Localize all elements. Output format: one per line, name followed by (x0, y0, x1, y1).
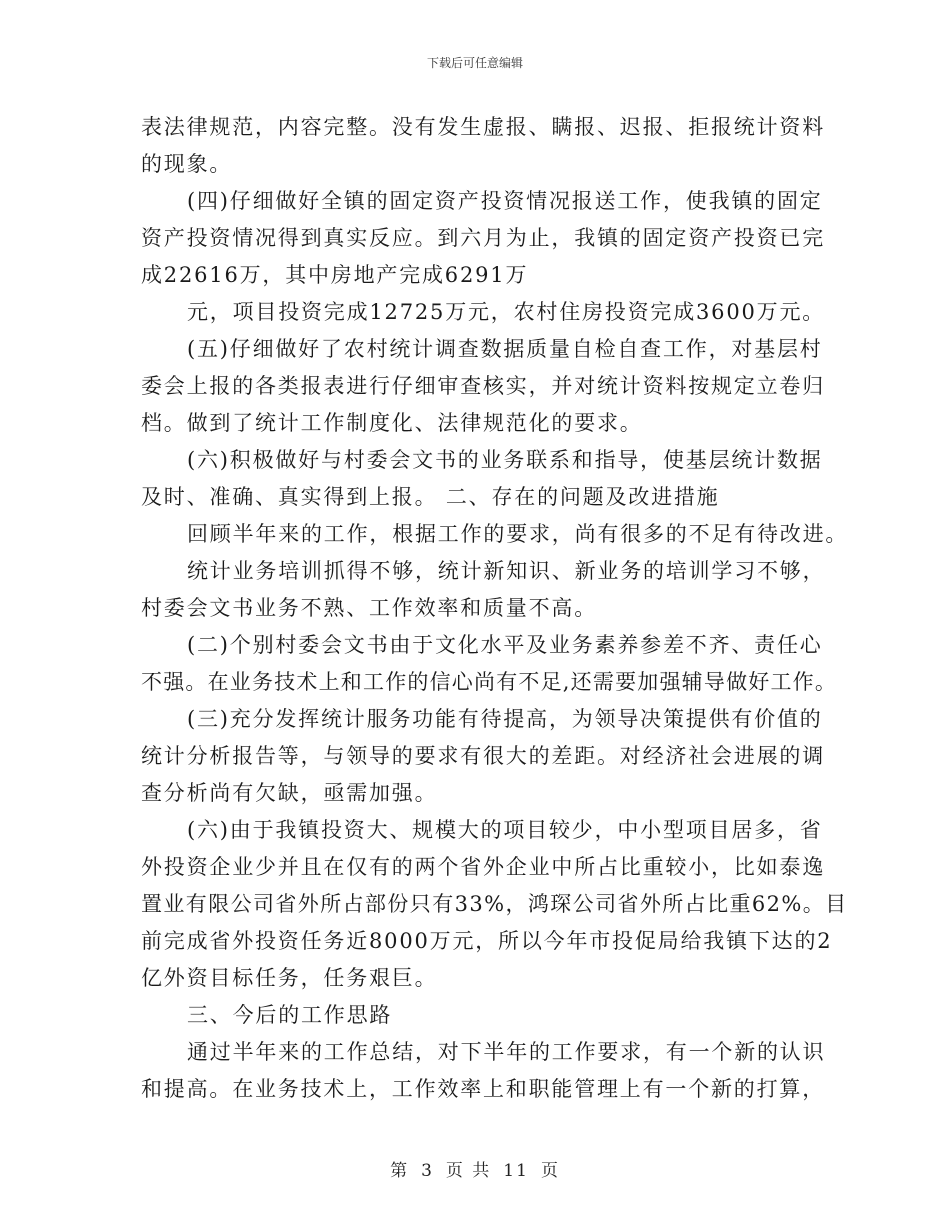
page-number: 3 (421, 1161, 434, 1181)
text-line: 置业有限公司省外所占部份只有33%，鸿琛公司省外所占比重62%。目 (141, 892, 848, 916)
text-line: 村委会文书业务不熟、工作效率和质量不高。 (141, 596, 597, 620)
text-line: 不强。在业务技术上和工作的信心尚有不足,还需要加强辅导做好工作。 (141, 670, 838, 694)
page-label-prefix: 第 (390, 1161, 410, 1181)
text-line: (三)充分发挥统计服务功能有待提高，为领导决策提供有价值的 (187, 707, 823, 731)
page-header: 下载后可任意编辑 (426, 56, 523, 70)
text-line: 和提高。在业务技术上，工作效率上和职能管理上有一个新的打算， (141, 1077, 825, 1101)
text-line: 回顾半年来的工作，根据工作的要求，尚有很多的不足有待改进。 (187, 522, 849, 546)
section-heading: 三、今后的工作思路 (187, 1003, 393, 1027)
text-line: 档。做到了统计工作制度化、法律规范化的要求。 (141, 411, 643, 435)
text-line: 表法律规范，内容完整。没有发生虚报、瞒报、迟报、拒报统计资料 (141, 115, 825, 139)
text-line: (五)仔细做好了农村统计调查数据质量自检自查工作，对基层村 (187, 337, 823, 361)
text-line: 统计分析报告等，与领导的要求有很大的差距。对经济社会进展的调 (141, 744, 825, 768)
text-line: 资产投资情况得到真实反应。到六月为止，我镇的固定资产投资已完 (141, 226, 825, 250)
text-line: 通过半年来的工作总结，对下半年的工作要求，有一个新的认识 (187, 1040, 826, 1064)
text-line: 委会上报的各类报表进行仔细审查核实，并对统计资料按规定立卷归 (141, 374, 825, 398)
page-footer (0, 1156, 950, 1181)
page-label-suffix: 页 (540, 1161, 560, 1181)
text-line: 成22616万，其中房地产完成6291万 (141, 263, 529, 287)
text-line: (六)由于我镇投资大、规模大的项目较少，中小型项目居多，省 (187, 818, 823, 842)
text-line: 外投资企业少并且在仅有的两个省外企业中所占比重较小，比如泰逸 (141, 855, 825, 879)
text-line: 元，项目投资完成12725万元，农村住房投资完成3600万元。 (187, 300, 826, 324)
text-line: 亿外资目标任务，任务艰巨。 (141, 966, 438, 990)
text-line: (六)积极做好与村委会文书的业务联系和指导，使基层统计数据 (187, 448, 823, 472)
text-line: 前完成省外投资任务近8000万元，所以今年市投促局给我镇下达的2 (141, 929, 833, 953)
text-line: (二)个别村委会文书由于文化水平及业务素养参差不齐、责任心 (187, 633, 823, 657)
total-pages: 11 (503, 1161, 529, 1181)
text-line: 的现象。 (141, 152, 233, 176)
text-line: 及时、准确、真实得到上报。 二、存在的问题及改进措施 (141, 485, 720, 509)
text-line: 统计业务培训抓得不够，统计新知识、新业务的培训学习不够， (187, 559, 826, 583)
text-line: 查分析尚有欠缺，亟需加强。 (141, 781, 438, 805)
page-label-middle: 页 共 (445, 1161, 492, 1181)
text-line: (四)仔细做好全镇的固定资产投资情况报送工作，使我镇的固定 (187, 189, 823, 213)
